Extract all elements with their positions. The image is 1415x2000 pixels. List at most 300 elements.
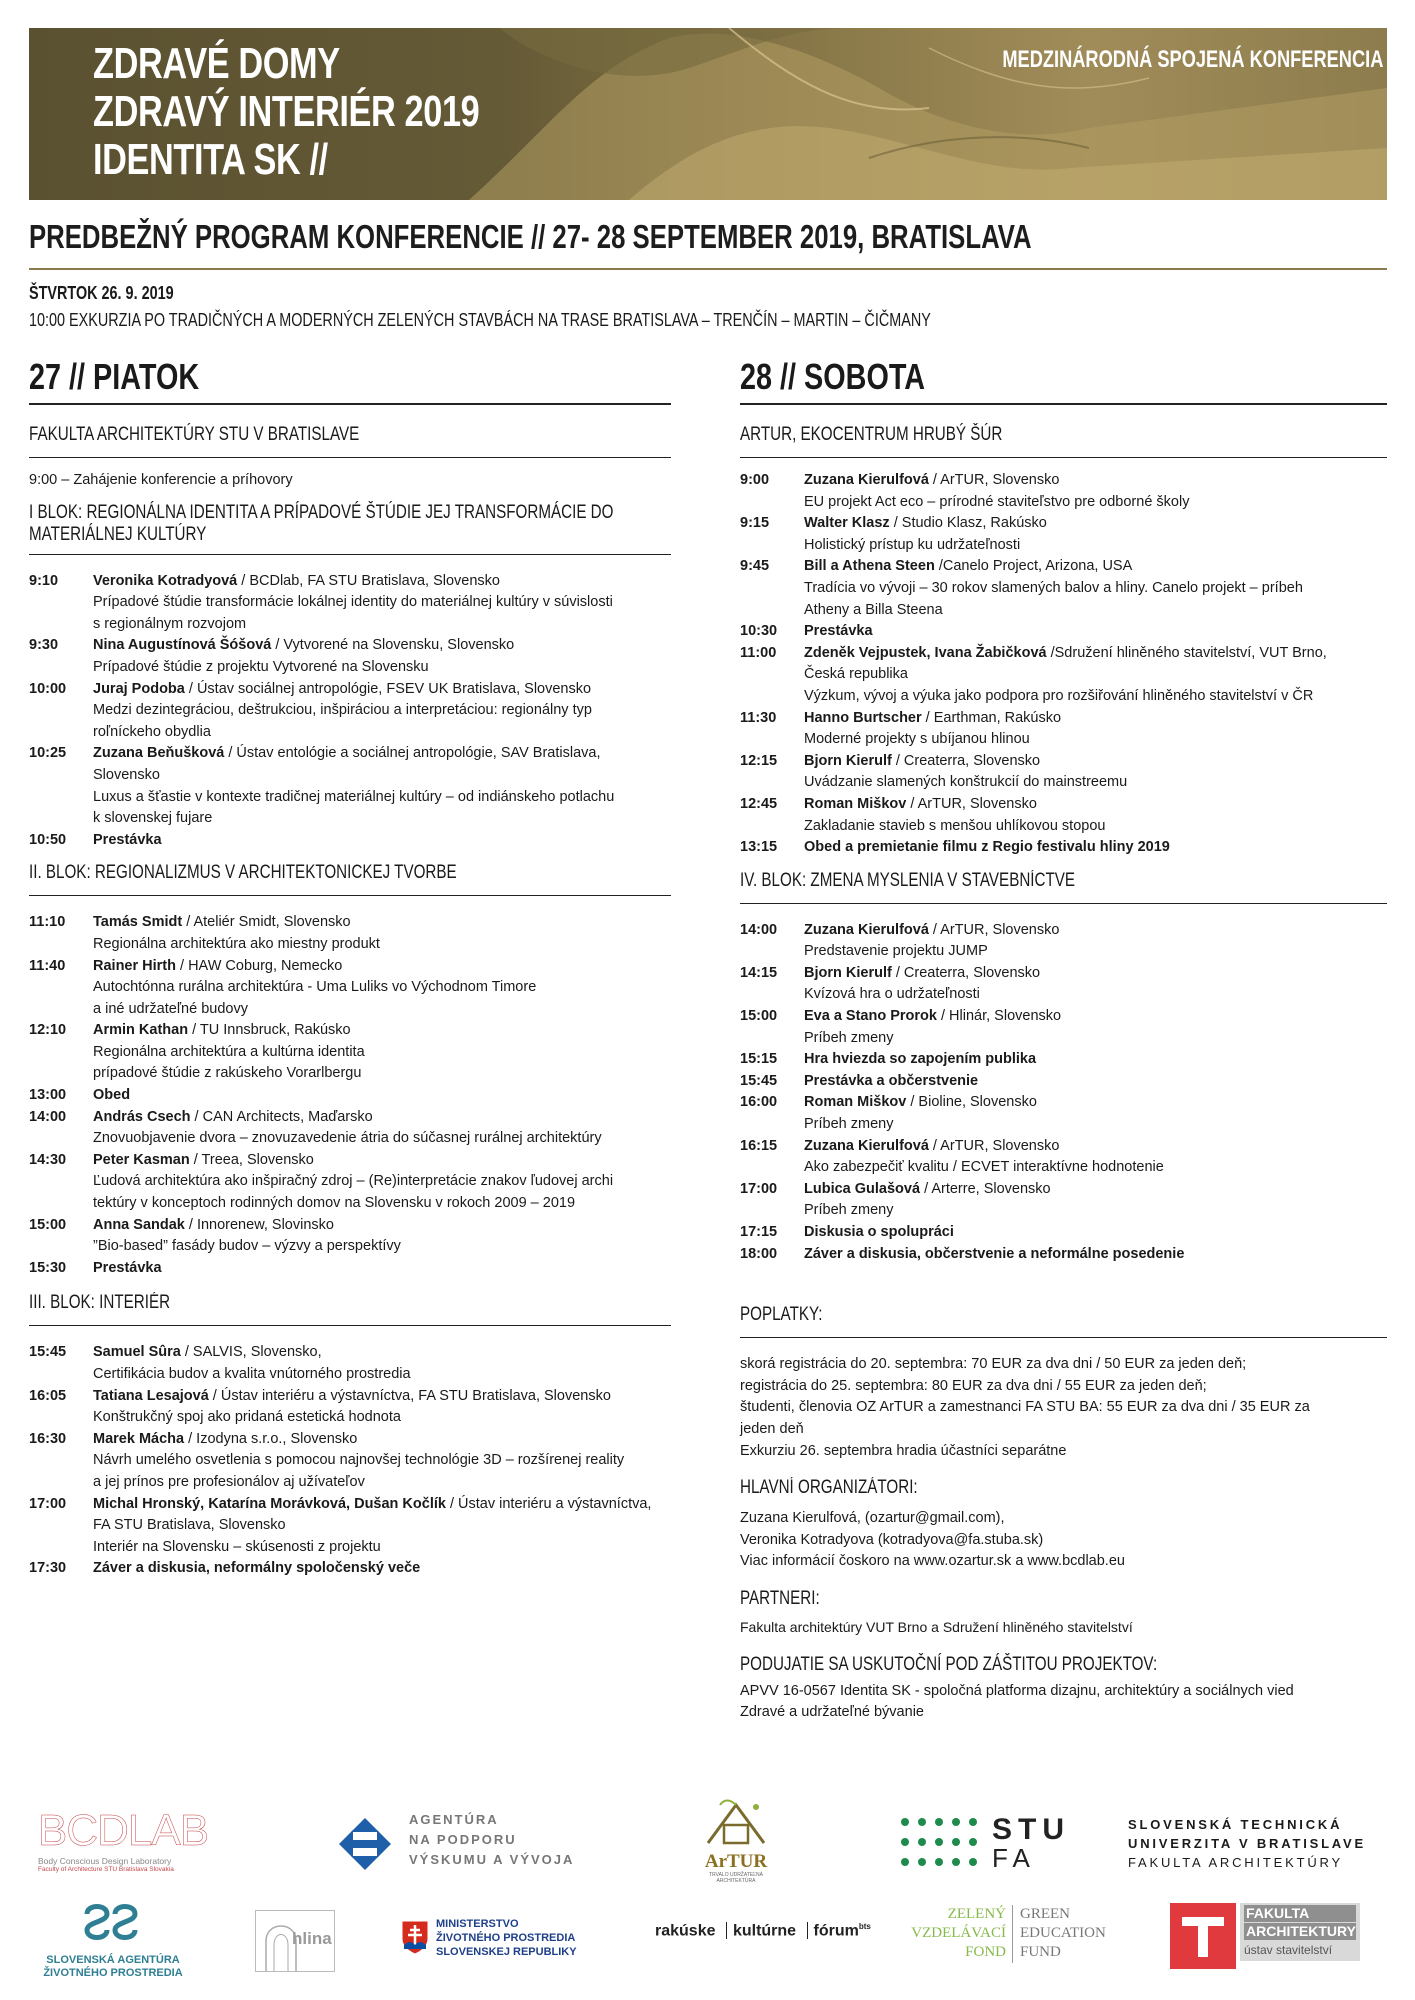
schedule-time: 15:45 xyxy=(740,1072,778,1089)
schedule-time: 9:15 xyxy=(740,515,770,532)
speaker-affiliation: / Ústav sociálnej antropológie, FSEV UK Bratislava, Slovensko xyxy=(184,680,592,697)
schedule-row xyxy=(29,1215,671,1258)
talk-title: roľníckeho obydlia xyxy=(93,723,211,740)
schedule-content xyxy=(804,470,1387,513)
schedule-content xyxy=(93,679,671,744)
talk-title: Kvízová hra o udržateľnosti xyxy=(804,986,980,1003)
schedule-time: 17:00 xyxy=(29,1495,67,1512)
speaker-affiliation: / Bioline, Slovensko xyxy=(906,1094,1037,1111)
schedule-time: 16:00 xyxy=(740,1094,778,1111)
bcdlab-subtitle-2: Faculty of Architecture STU Bratislava Slovakia xyxy=(38,1866,174,1873)
schedule-row xyxy=(740,513,1387,556)
schedule-time: 17:15 xyxy=(740,1224,778,1240)
schedule-time: 14:00 xyxy=(29,1108,67,1125)
schedule-row xyxy=(29,1429,671,1494)
schedule-row xyxy=(740,1049,1387,1071)
talk-title: Regionálna architektúra ako miestny produkt xyxy=(93,935,380,952)
speaker-name: Záver a diskusia, občerstvenie a neformálne posedenie xyxy=(804,1245,1185,1262)
schedule-content xyxy=(93,571,671,636)
schedule-time: 12:45 xyxy=(740,795,778,812)
stu-fa-full-logo xyxy=(1128,1815,1378,1872)
saturday-title: 28 // SOBOTA xyxy=(740,356,926,397)
speaker-affiliation: / Treea, Slovensko xyxy=(189,1151,314,1168)
talk-title: FA STU Bratislava, Slovensko xyxy=(93,1517,286,1534)
schedule-content xyxy=(804,1049,1387,1071)
text-line: APVV 16-0567 Identita SK - spoločná platforma dizajnu, architektúry a sociálnych vied xyxy=(740,1682,1294,1699)
vut-text-2: ARCHITEKTURY xyxy=(1246,1923,1356,1939)
schedule-content xyxy=(804,1179,1387,1222)
schedule-row xyxy=(740,643,1387,708)
speaker-name: Rainer Hirth xyxy=(93,957,176,974)
schedule-time: 10:00 xyxy=(29,680,67,697)
talk-title: Autochtónna rurálna architektúra - Uma Luliks vo Východnom Timore xyxy=(93,979,537,996)
artur-logo xyxy=(700,1795,772,1885)
talk-title: Slovensko xyxy=(93,766,160,783)
schedule-time: 14:00 xyxy=(740,921,778,938)
speaker-affiliation: / SALVIS, Slovensko, xyxy=(180,1344,322,1361)
patronage-text xyxy=(740,1681,1387,1724)
speaker-affiliation: / Hlinár, Slovensko xyxy=(936,1008,1062,1025)
schedule-time: 15:00 xyxy=(740,1008,778,1025)
speaker-name: Obed a premietanie filmu z Regio festivalu hliny 2019 xyxy=(804,839,1170,856)
schedule-time: 11:30 xyxy=(740,709,777,726)
talk-title: a jej prínos pre profesionálov aj užívateľov xyxy=(93,1473,365,1490)
schedule-content xyxy=(804,751,1387,794)
ministry-text-2: ŽIVOTNÉHO PROSTREDIA xyxy=(436,1932,576,1944)
text-line: Exkurziu 26. septembra hradia účastníci separátne xyxy=(740,1442,1067,1459)
divider xyxy=(29,1325,671,1326)
schedule-row xyxy=(740,621,1387,643)
speaker-affiliation: /Canelo Project, Arizona, USA xyxy=(934,558,1133,575)
artur-wordmark: ArTUR xyxy=(704,1851,768,1872)
schedule-content xyxy=(804,1071,1387,1093)
schedule-row xyxy=(29,1342,671,1385)
text-line: registrácia do 25. septembra: 80 EUR za dva dni / 55 EUR za jeden deň; xyxy=(740,1377,1207,1394)
schedule-content xyxy=(93,1085,671,1107)
schedule-row xyxy=(740,470,1387,513)
talk-title: Príbeh zmeny xyxy=(804,1116,894,1133)
gef-text-1: GREEN xyxy=(1020,1906,1070,1922)
bcdlab-logo xyxy=(38,1808,208,1873)
schedule-content xyxy=(804,794,1387,837)
page-title: PREDBEŽNÝ PROGRAM KONFERENCIE // 27- 28 SEPTEMBER 2019, BRATISLAVA xyxy=(29,218,1032,255)
speaker-name: Samuel Sûra xyxy=(93,1344,181,1361)
schedule-time: 17:00 xyxy=(740,1180,778,1197)
schedule-time: 12:15 xyxy=(740,752,778,769)
schedule-content xyxy=(93,1342,671,1385)
schedule-content xyxy=(804,621,1387,643)
speaker-affiliation: / Studio Klasz, Rakúsko xyxy=(889,515,1047,532)
schedule-time: 9:30 xyxy=(29,637,59,654)
talk-title: Luxus a šťastie v kontexte tradičnej materiálnej kultúry – od indiánskeho potlachu xyxy=(93,788,615,805)
speaker-name: Obed xyxy=(93,1087,131,1104)
partners-text: Fakulta architektúry VUT Brno a Sdružení hliněného stavitelství xyxy=(740,1618,1133,1635)
schedule-content xyxy=(93,1215,671,1258)
speaker-name: Diskusia o spolupráci xyxy=(804,1224,954,1240)
speaker-name: Lubica Gulašová xyxy=(804,1180,921,1197)
organizers-heading: HLAVNÍ ORGANIZÁTORI: xyxy=(740,1477,918,1499)
slovak-coat-of-arms-icon xyxy=(400,1919,430,1955)
speaker-name: Prestávka xyxy=(93,1259,162,1276)
speaker-name: Marek Mácha xyxy=(93,1430,185,1447)
schedule-row xyxy=(740,963,1387,1006)
schedule-row xyxy=(740,794,1387,837)
text-line: Veronika Kotradyova (kotradyova@fa.stuba.sk) xyxy=(740,1531,1044,1548)
divider xyxy=(29,457,671,458)
schedule-time: 16:30 xyxy=(29,1430,67,1447)
friday-column xyxy=(29,355,671,1580)
block-1-heading: I BLOK: REGIONÁLNA IDENTITA A PRÍPADOVÉ ŠTÚDIE JEJ TRANSFORMÁCIE DO MATERIÁLNEJ KULTÚRY xyxy=(29,501,614,545)
talk-title: EU projekt Act eco – prírodné staviteľstvo pre odborné školy xyxy=(804,493,1190,510)
talk-title: Výzkum, vývoj a výuka jako podpora pro rozšiřování hliněného stavitelství v ČR xyxy=(804,687,1314,704)
stu-full-line-1: SLOVENSKÁ TECHNICKÁ xyxy=(1128,1817,1343,1832)
talk-title: Regionálna architektúra a kultúrna identita xyxy=(93,1043,365,1060)
schedule-time: 16:15 xyxy=(740,1137,778,1154)
apvv-text-2: NA PODPORU xyxy=(409,1832,517,1847)
schedule-time: 16:05 xyxy=(29,1387,67,1404)
schedule-content xyxy=(804,556,1387,621)
schedule-time: 15:30 xyxy=(29,1259,67,1276)
talk-title: prípadové štúdie z rakúskeho Vorarlbergu xyxy=(93,1065,362,1082)
vut-t-icon xyxy=(1170,1903,1236,1969)
divider xyxy=(740,457,1387,458)
schedule-time: 11:10 xyxy=(29,914,66,931)
schedule-row xyxy=(29,571,671,636)
speaker-name: Roman Miškov xyxy=(804,795,907,812)
apvv-text-3: VÝSKUMU A VÝVOJA xyxy=(409,1852,575,1867)
schedule-content xyxy=(93,1107,671,1150)
talk-title: Holistický prístup ku udržateľnosti xyxy=(804,536,1021,553)
schedule-row xyxy=(29,1107,671,1150)
speaker-name: András Csech xyxy=(93,1108,191,1125)
block-2-heading: II. BLOK: REGIONALIZMUS V ARCHITEKTONICKEJ TVORBE xyxy=(29,862,457,884)
schedule-content xyxy=(804,1222,1387,1244)
schedule-content xyxy=(93,1258,671,1280)
talk-title: Česká republika xyxy=(804,666,908,683)
schedule-row xyxy=(740,556,1387,621)
friday-title: 27 // PIATOK xyxy=(29,356,200,397)
speaker-name: Hra hviezda so zapojením publika xyxy=(804,1051,1037,1068)
banner-tagline: MEDZINÁRODNÁ SPOJENÁ KONFERENCIA xyxy=(1001,46,1383,73)
divider xyxy=(29,895,671,896)
speaker-name: Eva a Stano Prorok xyxy=(804,1008,937,1025)
speaker-name: Zuzana Kierulfová xyxy=(804,472,929,488)
schedule-content xyxy=(93,1386,671,1429)
forum-text-1: rakúske xyxy=(655,1922,716,1940)
speaker-name: Zuzana Beňušková xyxy=(93,745,225,762)
hlina-wordmark: hlina xyxy=(292,1929,332,1948)
schedule-content xyxy=(804,920,1387,963)
speaker-affiliation: / Arterre, Slovensko xyxy=(920,1180,1051,1197)
schedule-row xyxy=(29,1020,671,1085)
sazp-emblem-icon xyxy=(83,1900,143,1952)
schedule-row xyxy=(740,1244,1387,1266)
speaker-affiliation: / HAW Coburg, Nemecko xyxy=(176,957,343,974)
talk-title: Zakladanie stavieb s menšou uhlíkovou stopou xyxy=(804,817,1106,834)
speaker-name: Bjorn Kierulf xyxy=(804,752,892,769)
stu-fa-logo xyxy=(900,1815,1070,1875)
schedule-time: 12:10 xyxy=(29,1022,67,1039)
thursday-date: ŠTVRTOK 26. 9. 2019 xyxy=(29,283,174,303)
saturday-venue: ARTUR, EKOCENTRUM HRUBÝ ŠÚR xyxy=(740,424,1003,445)
schedule-row xyxy=(740,1136,1387,1179)
vut-fa-logo xyxy=(1170,1903,1380,1969)
schedule-content xyxy=(93,956,671,1021)
speaker-name: Zuzana Kierulfová xyxy=(804,921,929,938)
talk-title: Atheny a Billa Steena xyxy=(804,601,943,618)
talk-title: Príbeh zmeny xyxy=(804,1029,894,1046)
zvf-text-2: VZDELÁVACÍ xyxy=(911,1925,1006,1941)
schedule-row xyxy=(29,1494,671,1559)
talk-title: s regionálnym rozvojom xyxy=(93,615,247,632)
partners-heading: PARTNERI: xyxy=(740,1587,820,1609)
schedule-row xyxy=(29,679,671,744)
speaker-affiliation: / Createrra, Slovensko xyxy=(891,752,1041,769)
forum-text-3: fórum xyxy=(813,1922,859,1940)
schedule-content xyxy=(93,830,671,852)
schedule-content xyxy=(804,1136,1387,1179)
stu-full-line-3: FAKULTA ARCHITEKTÚRY xyxy=(1128,1855,1343,1870)
header-banner xyxy=(29,28,1387,200)
schedule-content xyxy=(93,912,671,955)
text-line: jeden deň xyxy=(740,1420,804,1437)
speaker-name: Tatiana Lesajová xyxy=(93,1387,209,1404)
ministry-text-3: SLOVENSKEJ REPUBLIKY xyxy=(436,1946,577,1958)
speaker-affiliation: / Vytvorené na Slovensku, Slovensko xyxy=(271,637,515,654)
talk-title: Znovuobjavenie dvora – znovuzavedenie átria do súčasnej rurálnej architektúry xyxy=(93,1130,602,1147)
stu-dots-icon xyxy=(900,1817,980,1871)
bcdlab-wordmark: BCDLAB xyxy=(38,1806,209,1855)
text-line: Zuzana Kierulfová, (ozartur@gmail.com), xyxy=(740,1510,1005,1527)
schedule-row xyxy=(29,956,671,1021)
block-3-schedule xyxy=(29,1342,671,1580)
speaker-affiliation: / Ústav entológie a sociálnej antropológie, SAV Bratislava, xyxy=(224,745,601,762)
schedule-time: 9:45 xyxy=(740,558,770,575)
speaker-name: Bill a Athena Steen xyxy=(804,558,935,575)
speaker-name: Zuzana Kierulfová xyxy=(804,1137,929,1154)
talk-title: tektúry v konceptoch rodinných domov na Slovensku v rokoch 2009 – 2019 xyxy=(93,1195,576,1212)
schedule-content xyxy=(93,1020,671,1085)
schedule-content xyxy=(93,1558,671,1580)
banner-title-line-3: IDENTITA SK // xyxy=(93,135,328,184)
speaker-affiliation: / BCDlab, FA STU Bratislava, Slovensko xyxy=(237,572,500,589)
schedule-time: 15:00 xyxy=(29,1216,67,1233)
schedule-time: 14:15 xyxy=(740,964,778,981)
speaker-name: Prestávka a občerstvenie xyxy=(804,1072,979,1089)
schedule-content xyxy=(804,1092,1387,1135)
speaker-affiliation: / Ústav interiéru a výstavníctva, FA STU Bratislava, Slovensko xyxy=(208,1387,611,1404)
schedule-row xyxy=(29,1258,671,1280)
schedule-time: 15:15 xyxy=(740,1051,778,1068)
talk-title: k slovenskej fujare xyxy=(93,810,213,827)
schedule-time: 11:00 xyxy=(740,644,777,661)
schedule-time: 18:00 xyxy=(740,1245,778,1262)
fees-heading: POPLATKY: xyxy=(740,1304,823,1326)
schedule-row xyxy=(740,751,1387,794)
schedule-row xyxy=(29,743,671,829)
banner-title-line-1: ZDRAVÉ DOMY xyxy=(93,39,340,88)
gef-text-3: FUND xyxy=(1020,1944,1061,1960)
speaker-name: Roman Miškov xyxy=(804,1094,907,1111)
stu-full-line-2: UNIVERZITA V BRATISLAVE xyxy=(1128,1836,1366,1851)
talk-title: Prípadové štúdie z projektu Vytvorené na Slovensku xyxy=(93,658,429,675)
schedule-row xyxy=(740,1006,1387,1049)
schedule-content xyxy=(804,1244,1387,1266)
schedule-time: 13:00 xyxy=(29,1087,67,1104)
talk-title: ”Bio-based” fasády budov – výzvy a perspektívy xyxy=(93,1238,401,1255)
forum-sup: bts xyxy=(858,1922,871,1931)
speaker-name: Hanno Burtscher xyxy=(804,709,922,726)
fa-wordmark: FA xyxy=(992,1843,1036,1873)
schedule-content xyxy=(804,963,1387,1006)
speaker-name: Juraj Podoba xyxy=(93,680,185,697)
apvv-arrows-icon xyxy=(335,1814,395,1874)
apvv-text-1: AGENTÚRA xyxy=(409,1812,499,1827)
text-line: študenti, členovia OZ ArTUR a zamestnanci FA STU BA: 55 EUR za dva dni / 35 EUR za xyxy=(740,1399,1310,1416)
schedule-time: 15:45 xyxy=(29,1344,67,1361)
speaker-affiliation: / ArTUR, Slovensko xyxy=(928,921,1060,938)
schedule-row xyxy=(740,1179,1387,1222)
divider xyxy=(29,554,671,555)
speaker-affiliation: / CAN Architects, Maďarsko xyxy=(190,1108,373,1125)
schedule-time: 10:50 xyxy=(29,831,67,848)
talk-title: Medzi dezintegráciou, deštrukciou, inšpiráciou a interpretáciou: regionálny typ xyxy=(93,702,592,719)
talk-title: Prípadové štúdie transformácie lokálnej identity do materiálnej kultúry v súvislosti xyxy=(93,594,613,611)
speaker-name: Bjorn Kierulf xyxy=(804,964,892,981)
ministry-logo xyxy=(400,1915,600,1965)
text-line: Viac informácií čoskoro na www.ozartur.sk a www.bcdlab.eu xyxy=(740,1553,1125,1570)
talk-title: Ľudová architektúra ako inšpiračný zdroj – (Re)interpretácie znakov ľudovej archi xyxy=(93,1173,614,1190)
schedule-row xyxy=(29,912,671,955)
divider xyxy=(740,1337,1387,1338)
hlina-logo xyxy=(255,1910,335,1972)
zvf-text-3: FOND xyxy=(965,1944,1006,1960)
schedule-row xyxy=(29,1085,671,1107)
block-4-schedule xyxy=(740,920,1387,1266)
speaker-affiliation: / ArTUR, Slovensko xyxy=(928,472,1060,488)
speaker-name: Peter Kasman xyxy=(93,1151,190,1168)
artur-house-icon xyxy=(700,1795,772,1847)
patronage-heading: PODUJATIE SA USKUTOČNÍ POD ZÁŠTITOU PROJEKTOV: xyxy=(740,1653,1158,1675)
schedule-row xyxy=(740,1071,1387,1093)
talk-title: Moderné projekty s ubíjanou hlinou xyxy=(804,731,1030,748)
talk-title: Príbeh zmeny xyxy=(804,1202,894,1219)
schedule-row xyxy=(29,1558,671,1580)
schedule-row xyxy=(29,830,671,852)
schedule-row xyxy=(740,708,1387,751)
text-line: Zdravé a udržateľné bývanie xyxy=(740,1704,924,1721)
sazp-logo xyxy=(38,1900,188,1980)
schedule-time: 9:00 xyxy=(740,472,770,488)
schedule-content xyxy=(804,643,1387,708)
schedule-time: 11:40 xyxy=(29,957,66,974)
divider xyxy=(740,403,1387,405)
talk-title: a iné udržateľné budovy xyxy=(93,1000,248,1017)
talk-title: Konštrukčný spoj ako pridaná estetická hodnota xyxy=(93,1409,401,1426)
talk-title: Ako zabezpečiť kvalitu / ECVET interaktívne hodnotenie xyxy=(804,1159,1164,1176)
speaker-affiliation: /Sdružení hliněného stavitelství, VUT Brno, xyxy=(1046,644,1327,661)
speaker-name: Michal Hronský, Katarína Morávková, Dušan Kočlík xyxy=(93,1495,446,1512)
speaker-affiliation: / Ústav interiéru a výstavníctva, xyxy=(445,1495,652,1512)
schedule-content xyxy=(93,1494,671,1559)
speaker-name: Nina Augustínová Šóšová xyxy=(93,637,272,654)
speaker-affiliation: / Ateliér Smidt, Slovensko xyxy=(182,914,351,931)
forum-text-2: kultúrne xyxy=(732,1922,797,1940)
saturday-column xyxy=(740,355,1387,1724)
speaker-affiliation: / ArTUR, Slovensko xyxy=(928,1137,1060,1154)
schedule-time: 10:25 xyxy=(29,745,67,762)
saturday-morning-schedule xyxy=(740,470,1387,859)
bcdlab-subtitle: Body Conscious Design Laboratory xyxy=(38,1856,172,1866)
friday-venue: FAKULTA ARCHITEKTÚRY STU V BRATISLAVE xyxy=(29,424,360,445)
friday-opening: 9:00 – Zahájenie konferencie a príhovory xyxy=(29,472,293,488)
speaker-name: Armin Kathan xyxy=(93,1022,189,1039)
schedule-content xyxy=(93,1150,671,1215)
stu-wordmark: STU xyxy=(992,1813,1070,1846)
speaker-name: Veronika Kotradyová xyxy=(93,572,238,589)
divider xyxy=(740,903,1387,904)
speaker-affiliation: / TU Innsbruck, Rakúsko xyxy=(188,1022,351,1039)
block-1-schedule xyxy=(29,571,671,852)
talk-title: Tradícia vo vývoji – 30 rokov slamených balov a hliny. Canelo projekt – príbeh xyxy=(804,579,1303,596)
speaker-affiliation: / Innorenew, Slovinsko xyxy=(184,1216,334,1233)
speaker-name: Prestávka xyxy=(93,831,162,848)
schedule-row xyxy=(740,1222,1387,1244)
green-education-fund-logo xyxy=(912,1905,1112,1975)
speaker-affiliation: / Earthman, Rakúsko xyxy=(921,709,1062,726)
speaker-affiliation: / Izodyna s.r.o., Slovensko xyxy=(184,1430,358,1447)
talk-title: Interiér na Slovensku – skúsenosti z projektu xyxy=(93,1538,381,1555)
schedule-time: 13:15 xyxy=(740,839,778,856)
speaker-name: Tamás Smidt xyxy=(93,914,183,931)
text-line: skorá registrácia do 20. septembra: 70 EUR za dva dni / 50 EUR za jeden deň; xyxy=(740,1356,1247,1373)
ministry-text-1: MINISTERSTVO xyxy=(436,1918,519,1930)
schedule-time: 10:30 xyxy=(740,623,778,640)
apvv-logo xyxy=(335,1810,595,1880)
schedule-content xyxy=(804,1006,1387,1049)
talk-title: Predstavenie projektu JUMP xyxy=(804,943,988,960)
sazp-text-2: ŽIVOTNÉHO PROSTREDIA xyxy=(43,1967,183,1979)
schedule-content xyxy=(93,743,671,829)
thursday-excursion: 10:00 EXKURZIA PO TRADIČNÝCH A MODERNÝCH ZELENÝCH STAVBÁCH NA TRASE BRATISLAVA – TRENČÍN – MARTIN – ČIČMANY xyxy=(29,310,931,330)
fees-text xyxy=(740,1354,1387,1462)
schedule-row xyxy=(740,837,1387,859)
talk-title: Návrh umelého osvetlenia s pomocou najnovšej technológie 3D – rozšírenej reality xyxy=(93,1452,625,1469)
schedule-content xyxy=(804,837,1387,859)
schedule-content xyxy=(804,513,1387,556)
speaker-name: Prestávka xyxy=(804,623,873,640)
talk-title: Uvádzanie slamených konštrukcií do mainstreemu xyxy=(804,774,1128,791)
speaker-affiliation: / Createrra, Slovensko xyxy=(891,964,1041,981)
talk-title: Certifikácia budov a kvalita vnútorného prostredia xyxy=(93,1366,411,1382)
rakuske-kulturne-forum-logo xyxy=(655,1922,871,1952)
speaker-name: Zdeněk Vejpustek, Ivana Žabičková xyxy=(804,644,1047,661)
schedule-content xyxy=(804,708,1387,751)
speaker-name: Walter Klasz xyxy=(804,515,890,532)
title-divider xyxy=(29,268,1387,270)
schedule-row xyxy=(29,635,671,678)
schedule-time: 9:10 xyxy=(29,572,59,589)
organizers-text xyxy=(740,1508,1387,1573)
block-3-heading: III. BLOK: INTERIÉR xyxy=(29,1292,171,1314)
sazp-text-1: SLOVENSKÁ AGENTÚRA xyxy=(46,1954,180,1966)
artur-subtitle: TRVALO UDRŽATEĽNÁ ARCHITEKTÚRA xyxy=(709,1872,763,1884)
schedule-time: 14:30 xyxy=(29,1151,67,1168)
schedule-row xyxy=(29,1150,671,1215)
schedule-row xyxy=(29,1386,671,1429)
divider xyxy=(29,403,671,405)
speaker-name: Záver a diskusia, neformálny spoločenský veče xyxy=(93,1560,421,1577)
